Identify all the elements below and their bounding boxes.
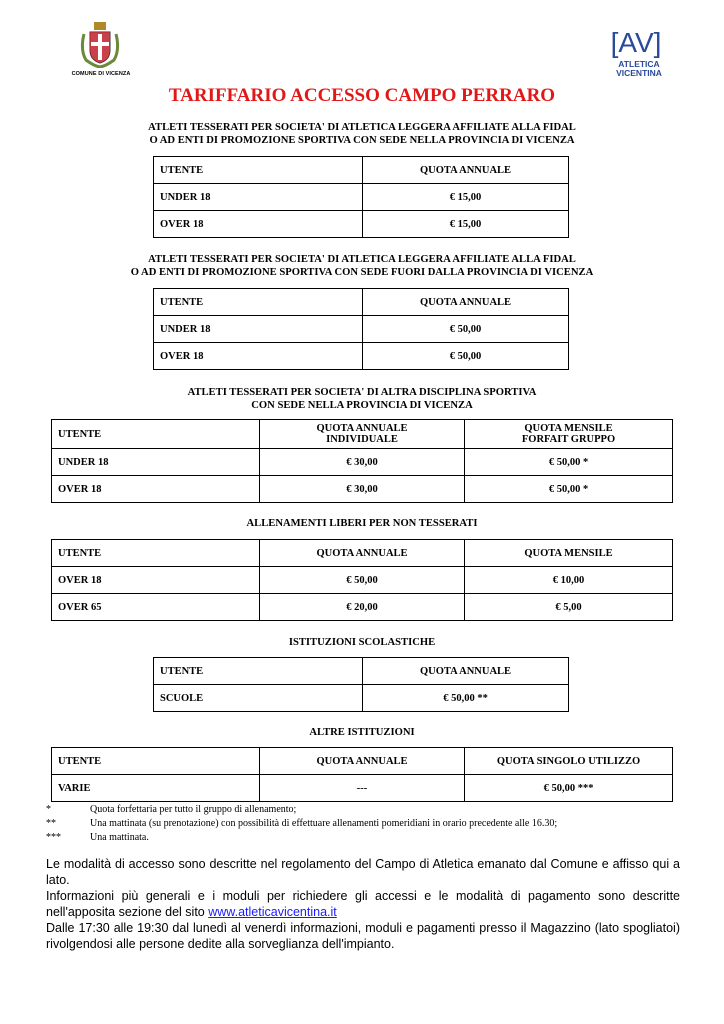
table-cell: OVER 65 xyxy=(52,594,260,621)
table-cell: OVER 18 xyxy=(154,211,363,238)
comune-crest-icon xyxy=(78,20,122,68)
table-cell: OVER 18 xyxy=(52,567,260,594)
table-cell: € 15,00 xyxy=(363,211,569,238)
header-cell: QUOTA ANNUALE xyxy=(260,748,465,775)
table-cell: € 5,00 xyxy=(465,594,673,621)
table-cell: --- xyxy=(260,775,465,802)
footnote xyxy=(46,817,557,831)
table-cell: € 50,00 xyxy=(363,343,569,370)
footer-info-text: Informazioni più generali e i moduli per richiedere gli accessi e le modalità di pagamento sono descritte nell'apposita sezione del sito xyxy=(46,889,680,919)
header-line: QUOTA MENSILE xyxy=(524,423,613,434)
section1-heading-line2: O AD ENTI DI PROMOZIONE SPORTIVA CON SEDE NELLA PROVINCIA DI VICENZA xyxy=(149,135,575,146)
table-cell: € 15,00 xyxy=(363,184,569,211)
table-row xyxy=(52,594,673,621)
header-cell: UTENTE xyxy=(52,540,260,567)
footnote-mark: * xyxy=(46,804,51,815)
header-cell: UTENTE xyxy=(154,658,363,685)
header-cell: UTENTE xyxy=(154,289,363,316)
table-cell: € 50,00 ** xyxy=(363,685,569,712)
footer-paragraph-info xyxy=(46,888,680,920)
av-brand-line1: ATLETICA xyxy=(618,59,660,69)
table-row xyxy=(154,685,569,712)
footnote-text: Una mattinata. xyxy=(90,832,149,843)
table-cell: € 30,00 xyxy=(260,476,465,503)
table-cell: OVER 18 xyxy=(52,476,260,503)
section1-heading-line1: ATLETI TESSERATI PER SOCIETA' DI ATLETICA LEGGERA AFFILIATE ALLA FIDAL xyxy=(148,122,576,133)
website-link[interactable]: www.atleticavicentina.it xyxy=(208,905,337,919)
table-row xyxy=(52,775,673,802)
section4-heading: ALLENAMENTI LIBERI PER NON TESSERATI xyxy=(246,518,478,529)
page-title: TARIFFARIO ACCESSO CAMPO PERRARO xyxy=(168,85,556,106)
table-cell: UNDER 18 xyxy=(154,316,363,343)
table-cell: € 50,00 * xyxy=(465,476,673,503)
header-cell xyxy=(260,420,465,449)
header-cell: UTENTE xyxy=(52,420,260,449)
header-cell: QUOTA ANNUALE xyxy=(260,540,465,567)
table-cell: € 10,00 xyxy=(465,567,673,594)
header-cell: QUOTA ANNUALE xyxy=(363,658,569,685)
footnote xyxy=(46,803,557,817)
table-row xyxy=(52,476,673,503)
table-cell: UNDER 18 xyxy=(52,449,260,476)
table-row xyxy=(52,449,673,476)
header-cell: UTENTE xyxy=(52,748,260,775)
table-header-row xyxy=(52,420,673,449)
comune-label: COMUNE DI VICENZA xyxy=(71,71,131,77)
table-header-row xyxy=(154,658,569,685)
section1-heading xyxy=(0,121,724,147)
table-row xyxy=(154,184,569,211)
header-cell: QUOTA MENSILE xyxy=(465,540,673,567)
header-cell: QUOTA ANNUALE xyxy=(363,157,569,184)
header-cell: UTENTE xyxy=(154,157,363,184)
footer-info xyxy=(46,856,680,952)
header-cell: QUOTA SINGOLO UTILIZZO xyxy=(465,748,673,775)
table-cell: VARIE xyxy=(52,775,260,802)
table-fidal-vicenza xyxy=(153,156,569,238)
table-cell: UNDER 18 xyxy=(154,184,363,211)
table-non-tesserati xyxy=(51,539,673,621)
table-header-row xyxy=(52,540,673,567)
table-row xyxy=(154,211,569,238)
table-altre-istituzioni xyxy=(51,747,673,802)
header-line: QUOTA ANNUALE xyxy=(316,423,408,434)
table-cell: € 20,00 xyxy=(260,594,465,621)
footer-paragraph-orari: Dalle 17:30 alle 19:30 dal lunedì al venerdì informazioni, moduli e pagamenti presso il Magazzino (lato spogliatoi) rivolgendosi alle persone dedite alla sorveglianza dell'impianto. xyxy=(46,921,680,951)
header-line: FORFAIT GRUPPO xyxy=(521,434,616,445)
header-cell xyxy=(465,420,673,449)
table-scuole xyxy=(153,657,569,712)
table-cell: SCUOLE xyxy=(154,685,363,712)
atletica-vicentina-logo-icon xyxy=(606,25,666,59)
table-row xyxy=(52,567,673,594)
section3-heading-line1: ATLETI TESSERATI PER SOCIETA' DI ALTRA DISCIPLINA SPORTIVA xyxy=(187,387,537,398)
table-cell: € 50,00 *** xyxy=(465,775,673,802)
header-line: INDIVIDUALE xyxy=(326,434,398,445)
table-fidal-outside xyxy=(153,288,569,370)
table-other-sports xyxy=(51,419,673,503)
footer-paragraph-regolamento: Le modalità di accesso sono descritte nel regolamento del Campo di Atletica emanato dal Comune e affisso qui a lato. xyxy=(46,857,680,887)
table-header-row xyxy=(154,157,569,184)
section3-heading xyxy=(0,386,724,412)
av-brand-line2: VICENTINA xyxy=(616,68,662,78)
section6-heading: ALTRE ISTITUZIONI xyxy=(309,727,415,738)
av-logo-text: [AV] xyxy=(610,27,662,58)
table-row xyxy=(154,316,569,343)
footnote-text: Quota forfettaria per tutto il gruppo di allenamento; xyxy=(90,804,297,815)
table-header-row xyxy=(154,289,569,316)
footnote-mark: *** xyxy=(46,832,61,843)
section5-heading: ISTITUZIONI SCOLASTICHE xyxy=(288,637,436,648)
table-cell: € 50,00 * xyxy=(465,449,673,476)
table-row xyxy=(154,343,569,370)
section2-heading xyxy=(0,253,724,279)
footnote xyxy=(46,831,557,845)
table-cell: € 30,00 xyxy=(260,449,465,476)
section2-heading-line2: O AD ENTI DI PROMOZIONE SPORTIVA CON SEDE FUORI DALLA PROVINCIA DI VICENZA xyxy=(130,267,594,278)
table-cell: € 50,00 xyxy=(363,316,569,343)
section3-heading-line2: CON SEDE NELLA PROVINCIA DI VICENZA xyxy=(251,400,473,411)
footnote-text: Una mattinata (su prenotazione) con possibilità di effettuare allenamenti pomeridiani in orario precedente alle 16.30; xyxy=(90,818,558,829)
section2-heading-line1: ATLETI TESSERATI PER SOCIETA' DI ATLETICA LEGGERA AFFILIATE ALLA FIDAL xyxy=(148,254,576,265)
table-cell: OVER 18 xyxy=(154,343,363,370)
footnotes xyxy=(46,803,557,845)
header-cell: QUOTA ANNUALE xyxy=(363,289,569,316)
table-header-row xyxy=(52,748,673,775)
table-cell: € 50,00 xyxy=(260,567,465,594)
av-brand-text xyxy=(596,60,682,78)
footnote-mark: ** xyxy=(46,818,56,829)
